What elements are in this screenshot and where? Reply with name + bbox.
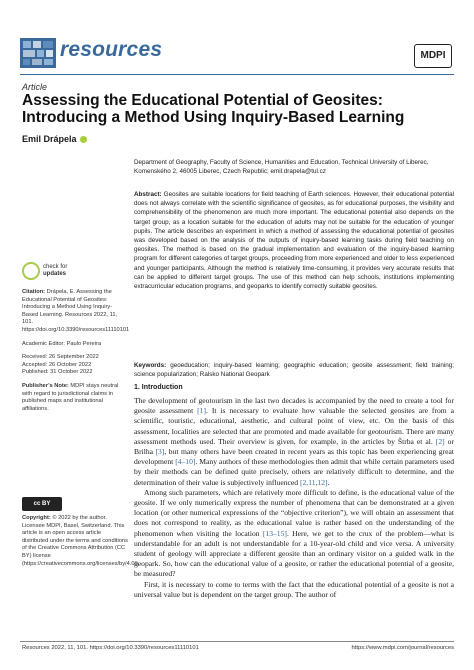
received-date: Received: 26 September 2022 <box>22 354 99 361</box>
introduction-body <box>134 396 454 600</box>
journal-name[interactable]: resources <box>60 38 163 61</box>
copyright-label: Copyright: <box>22 515 51 521</box>
accepted-date: Accepted: 26 October 2022 <box>22 361 92 368</box>
citation-link[interactable]: [3] <box>155 447 165 457</box>
publisher-note <box>22 383 128 413</box>
affiliation-line-1: Department of Geography, Faculty of Science, Humanities and Education, Technical University of Liberec, <box>134 159 429 166</box>
published-date: Published: 31 October 2022 <box>22 369 93 376</box>
sidebar <box>22 289 128 419</box>
article-type: Article <box>22 82 48 92</box>
footer-citation[interactable]: Resources 2022, 11, 101. https://doi.org/10.3390/resources11110101 <box>22 645 199 651</box>
keywords-label: Keywords: <box>134 362 167 369</box>
citation-link[interactable]: [1] <box>197 406 207 416</box>
paragraph: The development of geotourism in the last two decades is accompanied by the need to create a tool for geosite assessment [1]. It is necessary to evaluate how valuable the selected geosites are from a scientific, touristic, educational, aesthetic, and cultural point of view, etc. On the basis of this assessment, localities are selected that are promoted and made available for geotourism. There are many assessment methods used. Their overview is given, for example, in the articles by Štrba et al. [2] or Brilha [3], but many others have been created in recent years as this topic has been experiencing great development [4–10]. Many authors of these methodologies then admit that while certain parameters used by their methods can be defined quite precisely, others are relatively difficult to determine, and the determination of their value is subjectively influenced [2,11,12]. <box>134 396 455 487</box>
copyright <box>22 515 140 568</box>
abstract <box>134 190 454 291</box>
citation-link[interactable]: [4–10] <box>175 457 196 467</box>
check-updates-label: check for updates <box>43 264 68 277</box>
check-for-updates-button[interactable] <box>22 262 106 284</box>
affiliation <box>134 158 454 176</box>
citation-label: Citation: <box>22 289 46 295</box>
author-name[interactable]: Emil Drápela <box>22 134 77 144</box>
citation-link[interactable]: [2,11,12] <box>299 477 328 487</box>
header-rule <box>20 74 454 75</box>
abstract-text: Geosites are suitable locations for field teaching of Earth sciences. However, their educational potential does not always correlate with the scientific significance of geosites, as for educational purposes, the visibility and comprehensibility of the phenomenon are much more important. The educational potential also depends on the target group, as a location suitable for the education of adults may not be suitable for the education of younger pupils. The article describes an experiment in which a method of assessing the educational potential of geosites was developed based on the analysis of the outputs of inquiry-based learning tasks during field teaching on geosites. The method is based on the gradual implementation and evaluation of the inquiry-based learning program for different categories of target groups, proceeding from more experienced and older to less experienced and younger participants. Although the method is relatively time-consuming, it provides very accurate results that can be applied to different target groups. The use of this method can help schools, institutions implementing extracurricular education programs, and geoparks to identify correctly suitable geosites. <box>134 191 455 291</box>
cc-by-license-icon[interactable]: cc BY <box>22 497 62 511</box>
academic-editor: Academic Editor: Paulo Pereira <box>22 340 102 347</box>
publisher-note-text: MDPI stays neutral with regard to jurisdictional claims in published maps and institutional affiliations. <box>22 382 119 412</box>
orcid-icon[interactable] <box>80 136 87 143</box>
mdpi-logo[interactable]: MDPI <box>414 44 452 68</box>
paragraph: First, it is necessary to come to terms with the fact that the educational potential of a geosite is not a universal value but is dependent on the target group. The author of <box>134 579 454 599</box>
author <box>22 134 87 144</box>
journal-logo-icon <box>20 38 56 68</box>
publisher-note-label: Publisher’s Note: <box>22 382 69 389</box>
abstract-label: Abstract: <box>134 191 162 198</box>
check-updates-icon <box>22 262 40 280</box>
footer-rule <box>20 641 454 642</box>
footer-journal-url[interactable]: https://www.mdpi.com/journal/resources <box>351 645 454 651</box>
dates <box>22 354 128 377</box>
paragraph: Among such parameters, which are relatively more difficult to define, is the educational value of the geosite. If we only numerically express the number of phenomena that can be demonstrated at a given location (or other numerical expressions of the “objective criterion”), we will obtain an assessment that does not correspond to reality, as the educational value is rather based on the understanding of the phenomenon when visiting the location [13–15]. Here, we get to the crux of the problem—what is understandable for an adult is not understandable for a 10-year-old child and vice versa. A university student of geology will appreciate a different geosite than an ordinary visitor on a guided walk in the geopark. So, how can the educational value of a geosite, or rather the educational potential of a geosite, be measured? <box>134 487 454 579</box>
citation-link[interactable]: [13–15] <box>262 528 287 538</box>
citation-link[interactable]: [2] <box>435 436 445 446</box>
keywords <box>134 361 454 379</box>
keywords-text: geoeducation; inquiry-based learning; geographic education; geosite assessment; field training; science popularization; Ralsko National Geopark <box>134 362 455 379</box>
copyright-text: © 2022 by the author. Licensee MDPI, Basel, Switzerland. This article is an open access article distributed under the terms and conditions of the Creative Commons Attribution (CC BY) license (https://creativecommons.org/licenses/by/4.0/). <box>22 515 140 567</box>
citation <box>22 289 128 335</box>
article-title: Assessing the Educational Potential of Geosites: Introducing a Method Using Inquiry-Based Learning <box>22 92 405 126</box>
citation-text[interactable]: Drápela, E. Assessing the Educational Potential of Geosites: Introducing a Method Using Inquiry-Based Learning. Resources 2022, 11, 101. https://doi.org/10.3390/resources11110101 <box>22 289 130 333</box>
affiliation-line-2: Komenského 2, 46005 Liberec, Czech Republic; emil.drapela@tul.cz <box>134 168 326 175</box>
section-heading-introduction: 1. Introduction <box>134 384 183 391</box>
